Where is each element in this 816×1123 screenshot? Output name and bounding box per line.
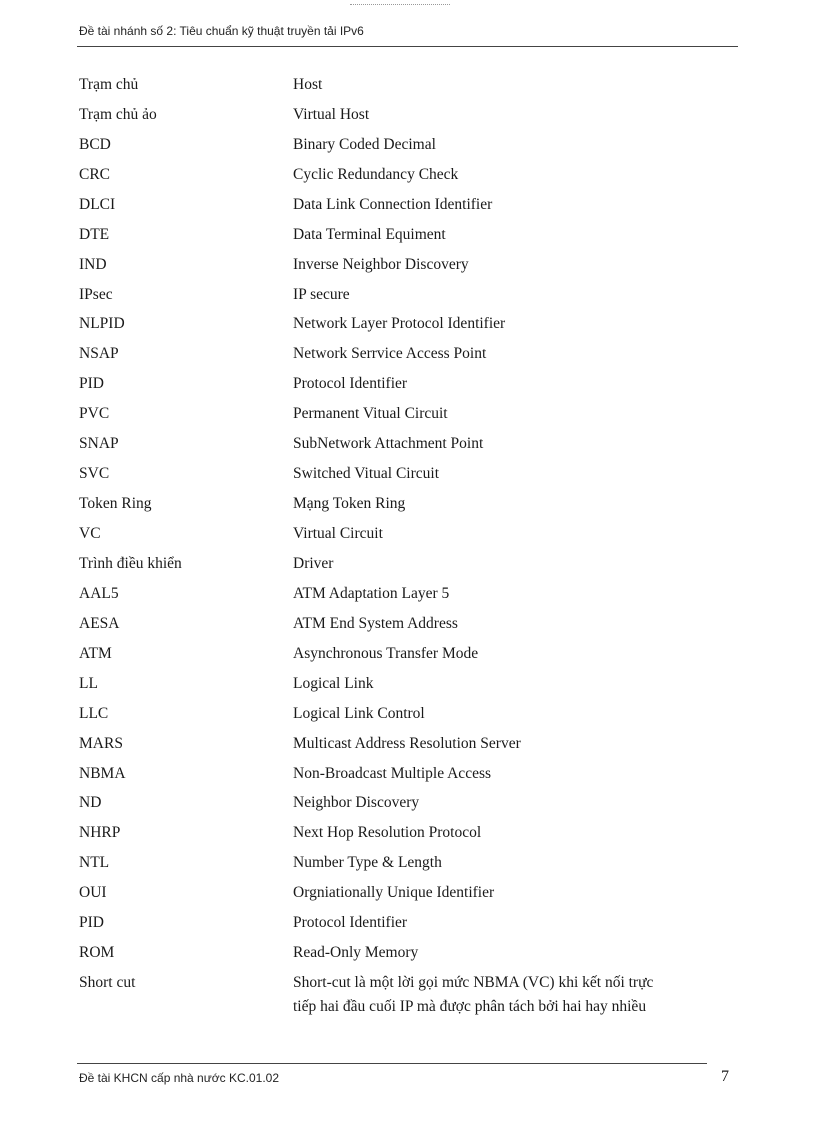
glossary-term: NBMA bbox=[79, 764, 126, 782]
glossary-definition: Data Terminal Equiment bbox=[293, 225, 446, 243]
glossary-row bbox=[79, 339, 739, 369]
glossary-term: DLCI bbox=[79, 195, 116, 213]
glossary-term: ATM bbox=[79, 644, 112, 662]
header-divider bbox=[77, 46, 738, 47]
glossary-definition: Virtual Circuit bbox=[293, 525, 383, 543]
glossary-definition: Permanent Vitual Circuit bbox=[293, 405, 448, 423]
glossary-row bbox=[79, 160, 739, 190]
glossary-term: PID bbox=[79, 375, 104, 393]
glossary-row bbox=[79, 280, 739, 310]
glossary-definition: Asynchronous Transfer Mode bbox=[293, 644, 479, 662]
glossary-row bbox=[79, 369, 739, 399]
page-number: 7 bbox=[721, 1068, 729, 1085]
glossary-definition: ATM End System Address bbox=[293, 614, 458, 632]
glossary-definition: Non-Broadcast Multiple Access bbox=[293, 764, 492, 782]
glossary-row bbox=[79, 848, 739, 878]
glossary-row bbox=[79, 220, 739, 250]
glossary-row bbox=[79, 968, 739, 998]
glossary-row bbox=[79, 759, 739, 789]
glossary-term: LLC bbox=[79, 704, 109, 722]
glossary-row bbox=[79, 549, 739, 579]
glossary-term: DTE bbox=[79, 225, 110, 243]
glossary-term: NLPID bbox=[79, 315, 125, 333]
glossary-term: AESA bbox=[79, 614, 120, 632]
glossary-row bbox=[79, 789, 739, 819]
running-footer: Đề tài KHCN cấp nhà nước KC.01.02 bbox=[79, 1071, 279, 1085]
glossary-definition: Number Type & Length bbox=[293, 854, 442, 872]
glossary-definition: Logical Link Control bbox=[293, 704, 425, 722]
glossary-term: PID bbox=[79, 914, 104, 932]
glossary-term: ND bbox=[79, 794, 102, 812]
glossary-term: Trạm chủ bbox=[79, 75, 139, 93]
glossary-definition: Next Hop Resolution Protocol bbox=[293, 824, 482, 842]
glossary-term: LL bbox=[79, 674, 98, 692]
glossary-row bbox=[79, 130, 739, 160]
glossary-term: Token Ring bbox=[79, 495, 152, 513]
glossary-definition: Logical Link bbox=[293, 674, 374, 692]
glossary-definition: Mạng Token Ring bbox=[293, 495, 406, 513]
glossary-row bbox=[79, 429, 739, 459]
glossary-row bbox=[79, 310, 739, 340]
glossary-definition: Protocol Identifier bbox=[293, 375, 408, 393]
glossary-term: NTL bbox=[79, 854, 110, 872]
glossary-row bbox=[79, 699, 739, 729]
glossary-term: PVC bbox=[79, 405, 110, 423]
glossary-row bbox=[79, 519, 739, 549]
glossary-row bbox=[79, 579, 739, 609]
glossary-definition: Orgniationally Unique Identifier bbox=[293, 884, 495, 902]
glossary-row bbox=[79, 250, 739, 280]
glossary-term: Trình điều khiển bbox=[79, 554, 182, 572]
glossary-definition: SubNetwork Attachment Point bbox=[293, 435, 484, 453]
glossary-row bbox=[79, 70, 739, 100]
glossary-definition: Network Layer Protocol Identifier bbox=[293, 315, 506, 333]
glossary-term: CRC bbox=[79, 165, 111, 183]
definition-continuation: tiếp hai đầu cuối IP mà được phân tách bởi hai hay nhiều bbox=[293, 998, 647, 1015]
glossary-term: NSAP bbox=[79, 345, 119, 363]
scan-artifact-dots bbox=[350, 4, 450, 5]
glossary-row bbox=[79, 908, 739, 938]
glossary-term: BCD bbox=[79, 135, 111, 153]
glossary-row bbox=[79, 100, 739, 130]
glossary-row bbox=[79, 489, 739, 519]
glossary-term: VC bbox=[79, 525, 101, 543]
glossary-definition: IP secure bbox=[293, 285, 350, 303]
glossary-definition: Switched Vitual Circuit bbox=[293, 465, 440, 483]
glossary-term: MARS bbox=[79, 734, 123, 752]
glossary-row bbox=[79, 938, 739, 968]
glossary-term: IND bbox=[79, 255, 107, 273]
glossary-definition: Neighbor Discovery bbox=[293, 794, 420, 812]
glossary-term: IPsec bbox=[79, 285, 113, 303]
running-header: Đề tài nhánh số 2: Tiêu chuẩn kỹ thuật truyền tải IPv6 bbox=[79, 24, 364, 38]
glossary-definition: Short-cut là một lời gọi mức NBMA (VC) khi kết nối trực bbox=[293, 974, 654, 992]
glossary-definition: Read-Only Memory bbox=[293, 944, 419, 962]
glossary-definition: Inverse Neighbor Discovery bbox=[293, 255, 469, 273]
glossary-row bbox=[79, 190, 739, 220]
glossary-definition: Virtual Host bbox=[293, 105, 370, 123]
glossary-row bbox=[79, 459, 739, 489]
glossary-term: OUI bbox=[79, 884, 107, 902]
glossary-definition: Driver bbox=[293, 554, 334, 572]
glossary-term: Trạm chủ ảo bbox=[79, 105, 157, 123]
glossary-definition: Binary Coded Decimal bbox=[293, 135, 436, 153]
glossary-definition: Host bbox=[293, 75, 323, 93]
glossary-term: Short cut bbox=[79, 974, 136, 992]
glossary-definition: Cyclic Redundancy Check bbox=[293, 165, 459, 183]
glossary-definition: ATM Adaptation Layer 5 bbox=[293, 584, 450, 602]
glossary-row bbox=[79, 729, 739, 759]
glossary-term: AAL5 bbox=[79, 584, 119, 602]
glossary-term: ROM bbox=[79, 944, 115, 962]
glossary-term: NHRP bbox=[79, 824, 121, 842]
glossary-list bbox=[79, 70, 739, 998]
glossary-row bbox=[79, 878, 739, 908]
glossary-row bbox=[79, 818, 739, 848]
glossary-definition: Data Link Connection Identifier bbox=[293, 195, 493, 213]
glossary-row bbox=[79, 639, 739, 669]
glossary-row bbox=[79, 669, 739, 699]
glossary-definition: Network Serrvice Access Point bbox=[293, 345, 487, 363]
glossary-row bbox=[79, 399, 739, 429]
glossary-definition: Protocol Identifier bbox=[293, 914, 408, 932]
glossary-definition: Multicast Address Resolution Server bbox=[293, 734, 521, 752]
footer-divider bbox=[77, 1063, 707, 1064]
glossary-term: SVC bbox=[79, 465, 110, 483]
glossary-row bbox=[79, 609, 739, 639]
glossary-term: SNAP bbox=[79, 435, 119, 453]
